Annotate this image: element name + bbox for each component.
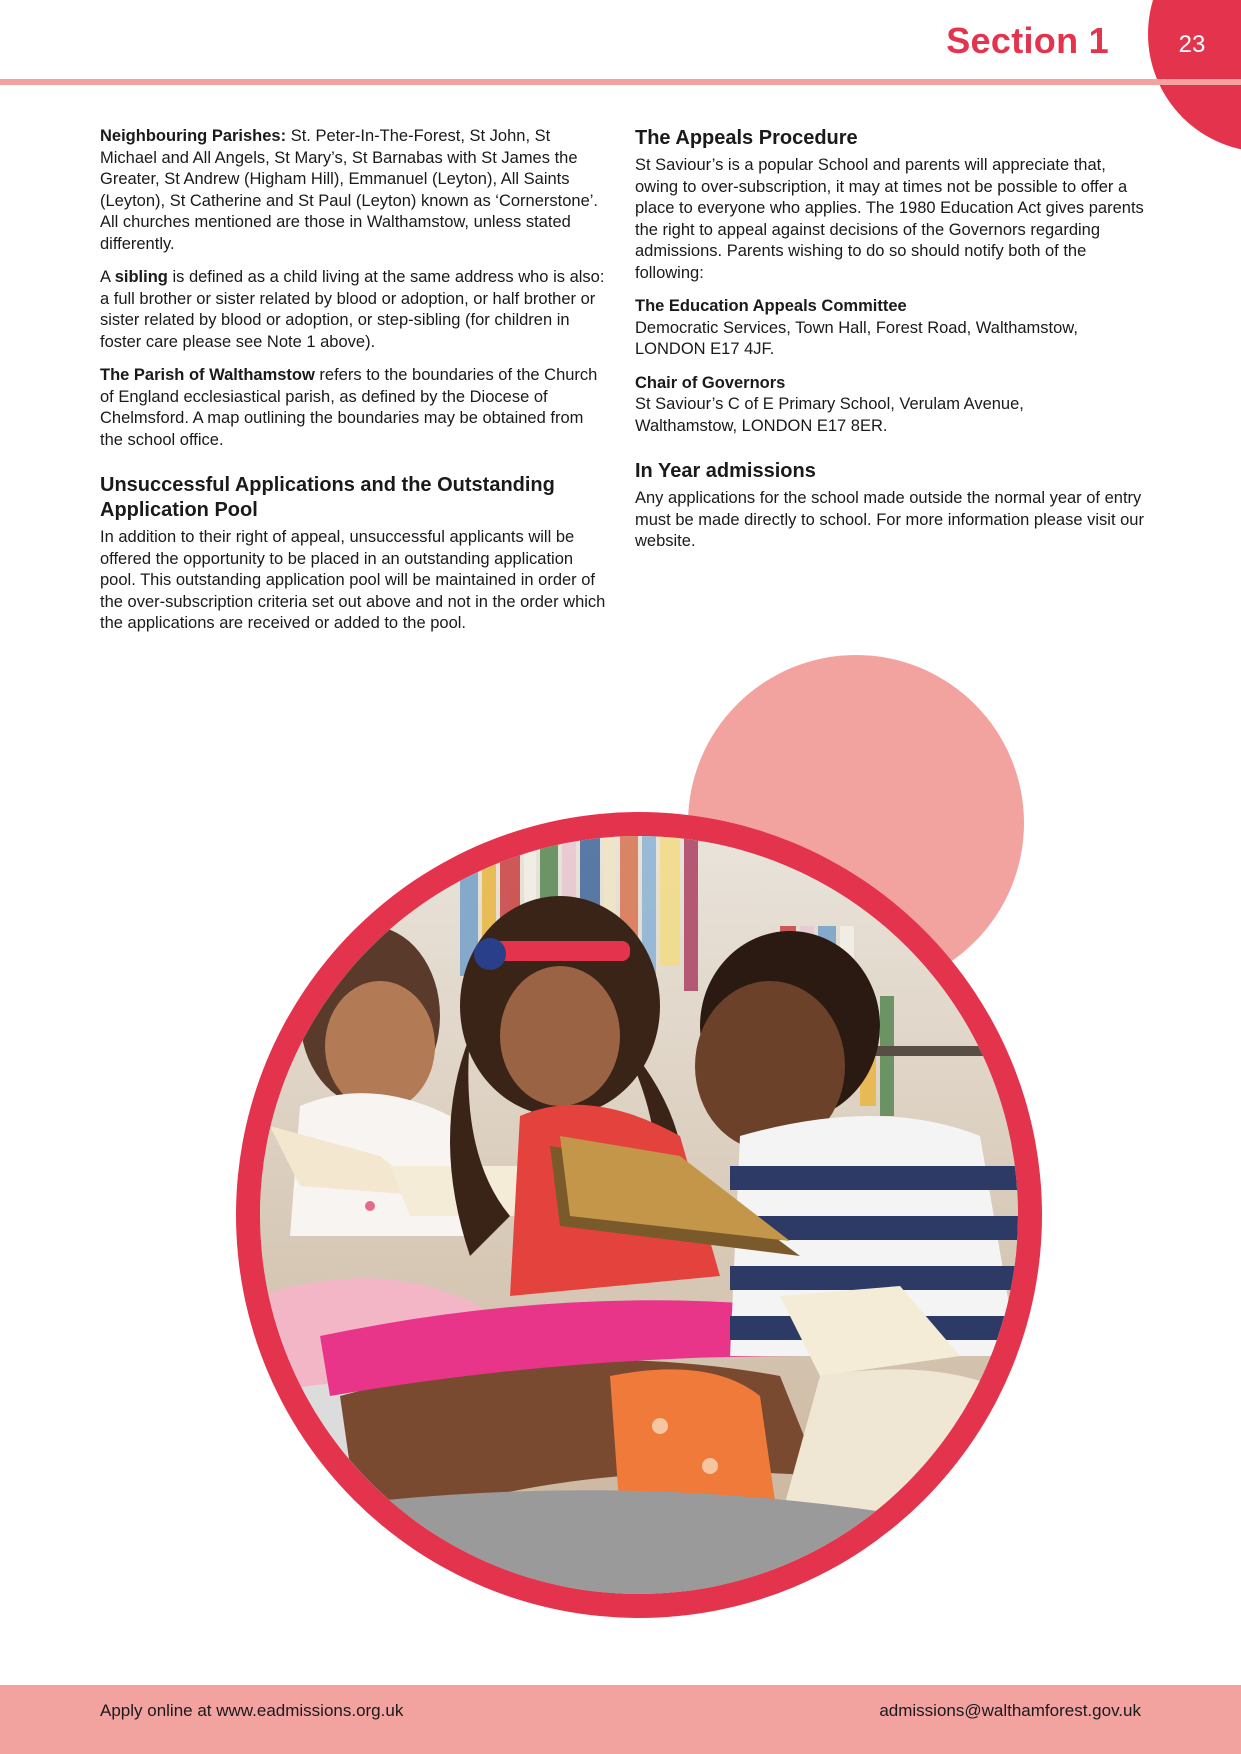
- parish-paragraph: [100, 365, 606, 451]
- committee-heading: The Education Appeals Committee: [635, 297, 907, 315]
- right-column: [635, 126, 1145, 565]
- sibling-pre: A: [100, 268, 115, 286]
- sibling-label: sibling: [114, 268, 168, 286]
- sibling-text: is defined as a child living at the same address who is also: a full brother or sister related by blood or adoption, or half brother or sister related by blood or adoption, or step-sibling (for children in foster care please see Note 1 above).: [100, 268, 605, 351]
- children-reading-photo: [260, 836, 1018, 1594]
- footer-apply-online: Apply online at www.eadmissions.org.uk: [100, 1701, 404, 1720]
- photo-area: [236, 655, 1036, 1615]
- unsuccessful-heading: Unsuccessful Applications and the Outstanding Application Pool: [100, 474, 555, 521]
- section-title: Section 1: [946, 20, 1109, 61]
- committee-address-line-1: Democratic Services, Town Hall, Forest Road, Walthamstow,: [635, 318, 1078, 337]
- page-number: 23: [1178, 31, 1206, 58]
- sibling-paragraph: [100, 267, 606, 353]
- photo-frame-circle: [236, 812, 1042, 1618]
- chair-block: [635, 373, 1145, 438]
- appeals-heading: The Appeals Procedure: [635, 127, 858, 149]
- chair-address-line-2: Walthamstow, LONDON E17 8ER.: [635, 416, 888, 435]
- header-rule: [0, 79, 1241, 85]
- neighbouring-parishes-text: St. Peter-In-The-Forest, St John, St Michael and All Angels, St Mary’s, St Barnabas with St James the Greater, St Andrew (Higham Hill), Emmanuel (Leyton), All Saints (Leyton), St Catherine and St Paul (Leyton) known as ‘Cornerstone’. All churches mentioned are those in Walthamstow, unless stated differently.: [100, 127, 599, 253]
- chair-heading: Chair of Governors: [635, 373, 786, 392]
- chair-address-line-1: St Saviour’s C of E Primary School, Verulam Avenue,: [635, 395, 1024, 413]
- appeals-paragraph: St Saviour’s is a popular School and parents will appreciate that, owing to over-subscription, it may at times not be possible to offer a place to everyone who applies. The 1980 Education Act gives parents the right to appeal against decisions of the Governors regarding admissions. Parents wishing to do so should notify both of the following:: [635, 156, 1144, 282]
- parish-text: refers to the boundaries of the Church of England ecclesiastical parish, as defined by the Diocese of Chelmsford. A map outlining the boundaries may be obtained from the school office.: [100, 366, 598, 449]
- committee-block: [635, 296, 1145, 361]
- neighbouring-parishes-paragraph: [100, 126, 606, 255]
- footer-email: admissions@walthamforest.gov.uk: [879, 1701, 1141, 1720]
- unsuccessful-paragraph: In addition to their right of appeal, unsuccessful applicants will be offered the opportunity to be placed in an outstanding application pool. This outstanding application pool will be maintained in order of the over-subscription criteria set out above and not in the order which the applications are received or added to the pool.: [100, 528, 606, 632]
- left-column: [100, 126, 606, 647]
- in-year-paragraph: Any applications for the school made outside the normal year of entry must be made directly to school. For more information please visit our website.: [635, 489, 1144, 550]
- in-year-heading: In Year admissions: [635, 460, 816, 482]
- neighbouring-parishes-label: Neighbouring Parishes:: [100, 127, 287, 145]
- parish-label: The Parish of Walthamstow: [100, 366, 315, 384]
- children-reading-illustration: [260, 836, 1018, 1594]
- committee-address-line-2: LONDON E17 4JF.: [635, 340, 775, 358]
